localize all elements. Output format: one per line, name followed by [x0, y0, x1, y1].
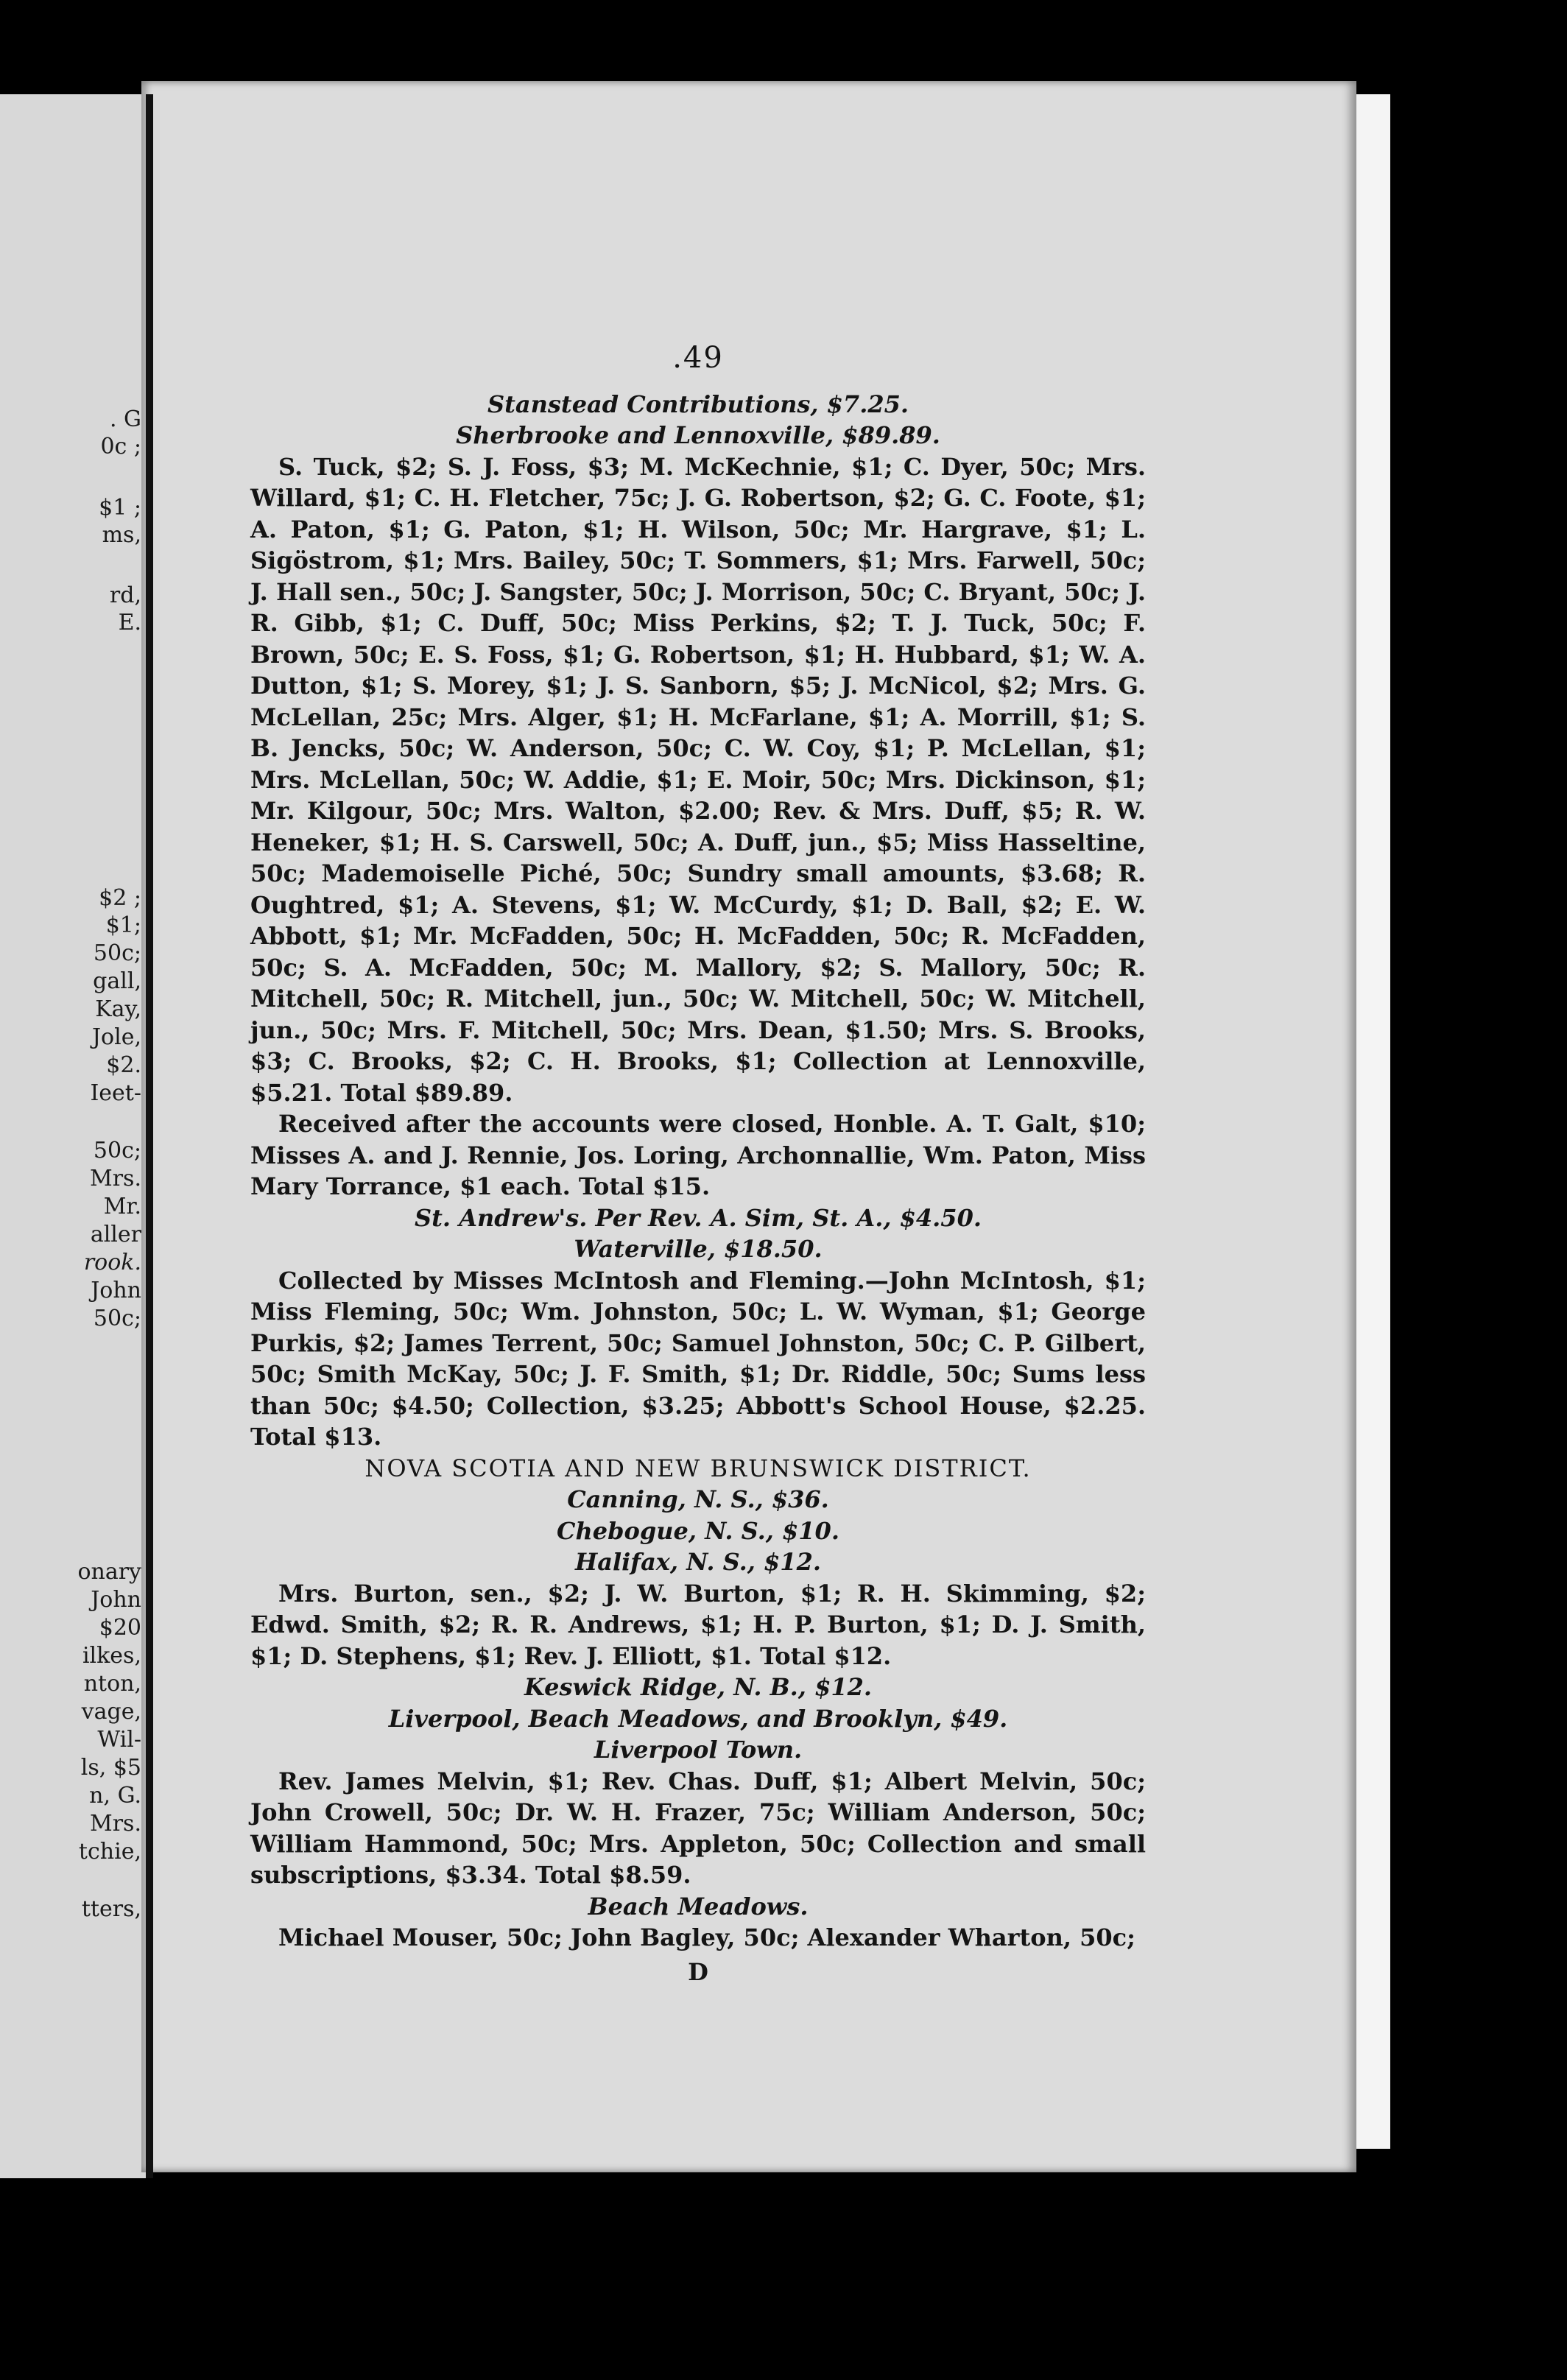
- book-spine: [146, 94, 153, 2178]
- margin-fragment: 50c;: [93, 1138, 141, 1163]
- adjacent-left-page: [0, 94, 146, 2178]
- margin-fragment: . G: [109, 406, 141, 432]
- margin-fragment: Ieet-: [90, 1080, 141, 1106]
- section-heading: Liverpool, Beach Meadows, and Brooklyn, $49.: [388, 1704, 1008, 1733]
- contribution-paragraph: Received after the accounts were closed, Honble. A. T. Galt, $10; Misses A. and J. Rennie, Jos. Loring, Archonnallie, Wm. Paton, Miss Mary Torrance, $1 each. Total $15.: [250, 1110, 1146, 1200]
- section-heading: Keswick Ridge, N. B., $12.: [524, 1673, 872, 1701]
- margin-fragment: $2 ;: [99, 885, 141, 911]
- section-heading: Sherbrooke and Lennoxville, $89.89.: [456, 421, 940, 449]
- contribution-paragraph: Michael Mouser, 50c; John Bagley, 50c; Alexander Wharton, 50c;: [278, 1923, 1135, 1951]
- margin-fragment: ls, $5: [80, 1755, 141, 1781]
- contribution-paragraph: Collected by Misses McIntosh and Fleming.—John McIntosh, $1; Miss Fleming, 50c; Wm. Johnston, 50c; L. W. Wyman, $1; George Purkis, $2; James Terrent, 50c; Samuel Johnston, 50c; C. P. Gilbert, 50c; Smith McKay, 50c; J. F. Smith, $1; Dr. Riddle, 50c; Sums less than 50c; $4.50; Collection, $3.25; Abbott's School House, $2.25. Total $13.: [250, 1266, 1146, 1451]
- margin-fragment: gall,: [93, 968, 141, 994]
- margin-fragment: 50c;: [93, 1306, 141, 1331]
- margin-fragment: aller: [90, 1222, 141, 1247]
- margin-fragment: ms,: [102, 522, 141, 548]
- margin-fragment: nton,: [83, 1671, 141, 1697]
- margin-fragment: Wil-: [97, 1727, 141, 1753]
- contribution-paragraph: Rev. James Melvin, $1; Rev. Chas. Duff, $1; Albert Melvin, 50c; John Crowell, 50c; Dr. W. H. Frazer, 75c; William Anderson, 50c; William Hammond, 50c; Mrs. Appleton, 50c; Collection and small subscriptions, $3.34. Total $8.59.: [250, 1767, 1146, 1889]
- margin-fragment: E.: [118, 610, 141, 636]
- contribution-paragraph: S. Tuck, $2; S. J. Foss, $3; M. McKechnie, $1; C. Dyer, 50c; Mrs. Willard, $1; C. H. Fletcher, 75c; J. G. Robertson, $2; G. C. Foote, $1; A. Paton, $1; G. Paton, $1; H. Wilson, 50c; Mr. Hargrave, $1; L. Sigöstrom, $1; Mrs. Bailey, 50c; T. Sommers, $1; Mrs. Farwell, 50c; J. Hall sen., 50c; J. Sangster, 50c; J. Morrison, 50c; C. Bryant, 50c; J. R. Gibb, $1; C. Duff, 50c; Miss Perkins, $2; T. J. Tuck, 50c; F. Brown, 50c; E. S. Foss, $1; G. Robertson, $1; H. Hubbard, $1; W. A. Dutton, $1; S. Morey, $1; J. S. Sanborn, $5; J. McNicol, $2; Mrs. G. McLellan, 25c; Mrs. Alger, $1; H. McFarlane, $1; A. Morrill, $1; S. B. Jencks, 50c; W. Anderson, 50c; C. W. Coy, $1; P. McLellan, $1; Mrs. McLellan, 50c; W. Addie, $1; E. Moir, 50c; Mrs. Dickinson, $1; Mr. Kilgour, 50c; Mrs. Walton, $2.00; Rev. & Mrs. Duff, $5; R. W. Heneker, $1; H. S. Carswell, 50c; A. Duff, jun., $5; Miss Hasseltine, 50c; Mademoiselle Piché, 50c; Sundry small amounts, $3.68; R. Oughtred, $1; A. Stevens, $1; W. McCurdy, $1; D. Ball, $2; E. W. Abbott, $1; Mr. McFadden, 50c; H. McFadden, 50c; R. McFadden, 50c; S. A. McFadden, 50c; M. Mallory, $2; S. Mallory, 50c; R. Mitchell, 50c; R. Mitchell, jun., 50c; W. Mitchell, 50c; W. Mitchell, jun., 50c; Mrs. F. Mitchell, 50c; Mrs. Dean, $1.50; Mrs. S. Brooks, $3; C. Brooks, $2; C. H. Brooks, $1; Collection at Lennoxville, $5.21. Total $89.89.: [250, 452, 1146, 1107]
- section-heading: St. Andrew's. Per Rev. A. Sim, St. A., $4.50.: [415, 1203, 982, 1232]
- contribution-paragraph: Mrs. Burton, sen., $2; J. W. Burton, $1; R. H. Skimming, $2; Edwd. Smith, $2; R. R. Andrews, $1; H. P. Burton, $1; D. J. Smith, $1; D. Stephens, $1; Rev. J. Elliott, $1. Total $12.: [250, 1579, 1146, 1670]
- margin-fragment: $2.: [106, 1052, 141, 1078]
- section-heading: Canning, N. S., $36.: [567, 1485, 829, 1513]
- margin-fragment: Mrs.: [90, 1166, 141, 1191]
- margin-fragment: Kay,: [95, 996, 141, 1022]
- margin-fragment: Jole,: [92, 1024, 141, 1050]
- book-page: [141, 81, 1356, 2172]
- margin-fragment: vage,: [81, 1699, 141, 1725]
- margin-fragment: tchie,: [78, 1839, 141, 1865]
- section-heading: Beach Meadows.: [588, 1892, 809, 1920]
- margin-fragment: rd,: [109, 582, 141, 608]
- margin-fragment: onary: [77, 1559, 141, 1585]
- page-number: .49: [672, 341, 724, 375]
- margin-fragment: 0c ;: [100, 434, 141, 460]
- margin-fragment: ilkes,: [82, 1643, 141, 1669]
- signature-mark: D: [688, 1957, 708, 1986]
- margin-fragment: $1;: [105, 912, 141, 938]
- district-heading: NOVA SCOTIA AND NEW BRUNSWICK DISTRICT.: [365, 1454, 1032, 1482]
- margin-fragment: Mrs.: [90, 1811, 141, 1837]
- margin-fragment: Mr.: [103, 1194, 141, 1219]
- section-heading: Halifax, N. S., $12.: [575, 1548, 821, 1576]
- section-heading: Waterville, $18.50.: [574, 1235, 823, 1263]
- margin-fragment: 50c;: [93, 940, 141, 966]
- page-edge: [1355, 94, 1390, 2149]
- margin-fragment: $20: [99, 1615, 141, 1641]
- margin-fragment: $1 ;: [99, 495, 141, 521]
- page-content: [250, 342, 1146, 1988]
- margin-fragment: n, G.: [89, 1783, 141, 1809]
- margin-fragment: John: [91, 1278, 141, 1303]
- section-heading: Stanstead Contributions, $7.25.: [487, 390, 909, 418]
- section-heading: Chebogue, N. S., $10.: [557, 1516, 839, 1545]
- text-blocks: [250, 389, 1146, 1988]
- section-heading: Liverpool Town.: [594, 1736, 803, 1764]
- margin-fragment: rook.: [83, 1250, 141, 1275]
- margin-fragment: tters,: [81, 1896, 141, 1922]
- margin-fragment: John: [91, 1587, 141, 1613]
